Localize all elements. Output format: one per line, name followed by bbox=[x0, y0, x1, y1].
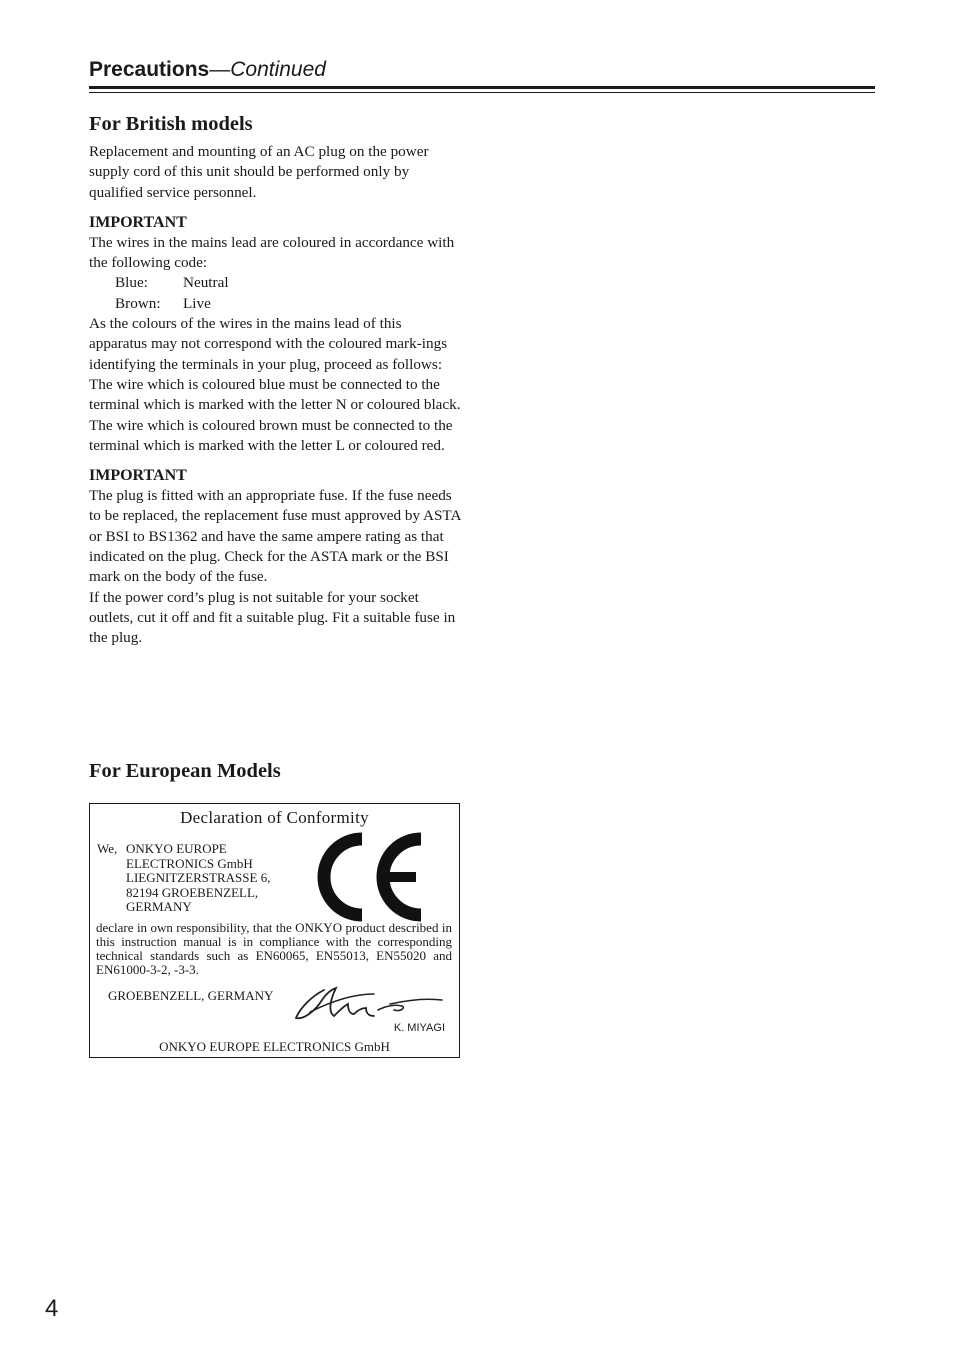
address-line: LIEGNITZERSTRASSE 6, bbox=[126, 870, 271, 885]
paragraph: The plug is fitted with an appropriate fuse. If the fuse needs to be replaced, the replacement fuse must approved by ASTA or BSI to BS1362 and have the same ampere rating as that indicated on the plug. Check for the ASTA mark or the BSI mark on the body of the fuse. bbox=[89, 487, 461, 586]
address-line: GERMANY bbox=[126, 899, 192, 914]
header-title: Precautions bbox=[89, 58, 210, 81]
british-intro: Replacement and mounting of an AC plug on the power supply cord of this unit should be performed only by qualified service personnel. bbox=[89, 143, 429, 201]
address-line: ELECTRONICS GmbH bbox=[126, 855, 253, 871]
address-line: ONKYO EUROPE bbox=[126, 841, 227, 856]
header-rule-thick bbox=[89, 86, 875, 89]
important-heading-1: IMPORTANT bbox=[89, 213, 187, 231]
header-continued: —Continued bbox=[209, 58, 326, 81]
important-text-1: The wires in the mains lead are coloured in accordance with the following code: bbox=[89, 233, 455, 272]
paragraph: The wire which is coloured blue must be connected to the terminal which is marked with the letter N or coloured black. bbox=[89, 375, 461, 414]
address-line: 82194 GROEBENZELL, bbox=[126, 884, 259, 900]
european-section bbox=[89, 758, 461, 784]
wire-meaning: Neutral bbox=[183, 274, 229, 292]
paragraph: The wire which is coloured brown must be connected to the terminal which is marked with the letter L or coloured red. bbox=[89, 416, 453, 454]
signature-icon bbox=[290, 980, 450, 1026]
we-label: We, bbox=[97, 841, 118, 856]
declaration-of-conformity-box bbox=[89, 803, 460, 1058]
declaration-place: GROEBENZELL, GERMANY bbox=[108, 988, 274, 1003]
british-heading: For British models bbox=[89, 113, 253, 135]
wire-color: Brown: bbox=[115, 294, 161, 312]
wire-color: Blue: bbox=[115, 274, 148, 292]
declaration-title: Declaration of Conformity bbox=[180, 808, 369, 827]
page-header bbox=[89, 56, 875, 84]
wire-code-blue bbox=[89, 273, 461, 293]
british-section bbox=[89, 111, 461, 649]
signer-name: K. MIYAGI bbox=[393, 1022, 445, 1034]
paragraph: As the colours of the wires in the mains lead of this apparatus may not correspond with the coloured mark-ings identifying the terminals in your plug, proceed as follows: bbox=[89, 315, 448, 373]
header-rule-thin bbox=[89, 92, 875, 93]
declaration-body: declare in own responsibility, that the ONKYO product described in this instruction manual is in compliance with the corresponding technical standards such as EN60065, EN55013, EN55020 and EN61000-3-2, -3-3. bbox=[96, 920, 452, 977]
european-heading: For European Models bbox=[89, 760, 281, 782]
ce-mark-icon bbox=[310, 832, 428, 922]
important-heading-2: IMPORTANT bbox=[89, 467, 187, 485]
wire-meaning: Live bbox=[183, 294, 211, 312]
paragraph: If the power cord’s plug is not suitable for your socket outlets, cut it off and fit a suitable plug. Fit a suitable fuse in the plug. bbox=[89, 588, 456, 647]
page-number: 4 bbox=[45, 1295, 59, 1322]
declaration-company: ONKYO EUROPE ELECTRONICS GmbH bbox=[159, 1039, 390, 1054]
wire-code-brown bbox=[89, 294, 461, 314]
